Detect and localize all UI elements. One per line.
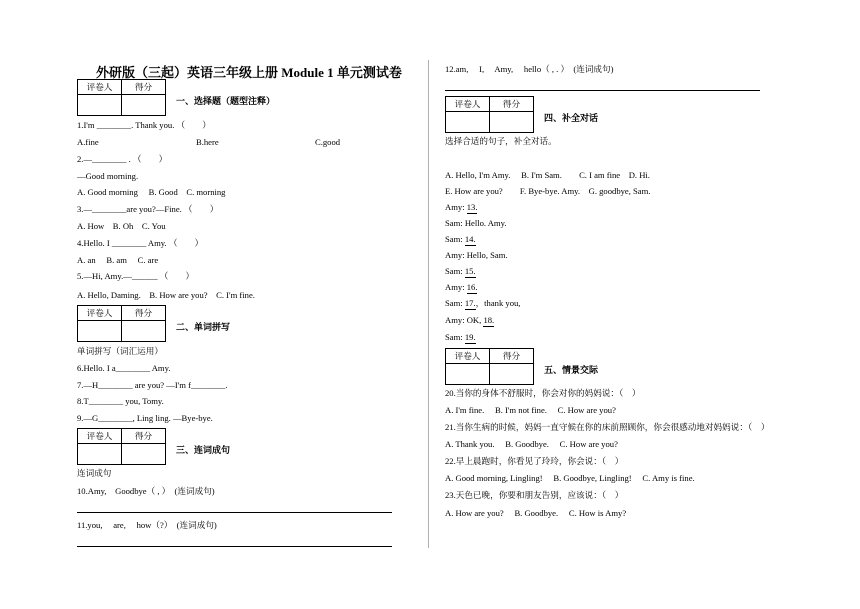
q5-options[interactable]: A. Hello, Daming. B. How are you? C. I'm fine.: [77, 290, 255, 300]
score-cell[interactable]: [490, 364, 534, 385]
section-heading-3: 三、连词成句: [176, 445, 231, 455]
question-11: 11.you, are, how（?） (连词成句): [77, 520, 217, 530]
section-4-instruction: 选择合适的句子，补全对话。: [445, 136, 557, 146]
grader-label: 评卷人: [78, 429, 122, 444]
section-heading-4: 四、补全对话: [544, 113, 599, 123]
score-label: 得分: [490, 97, 534, 112]
speaker: Sam:: [445, 234, 465, 244]
question-12: 12.am, I, Amy, hello（ , . ） (连词成句): [445, 64, 614, 74]
speaker: Amy: OK,: [445, 315, 484, 325]
question-9[interactable]: 9.—G________, Ling ling. —Bye-bye.: [77, 413, 213, 423]
blank-17[interactable]: 17.: [464, 298, 476, 308]
score-table-3: [77, 428, 166, 465]
question-23: 23.天色已晚，你要和朋友告别，应该说：（ ）: [445, 490, 624, 500]
question-2: 2.—________ . （ ）: [77, 154, 168, 164]
q22-options[interactable]: A. Good morning, Lingling! B. Goodbye, Lingling! C. Amy is fine.: [445, 473, 695, 483]
score-label: 得分: [122, 80, 166, 95]
blank-16[interactable]: 16.: [466, 282, 478, 292]
q20-options[interactable]: A. I'm fine. B. I'm not fine. C. How are you?: [445, 405, 616, 415]
blank-19[interactable]: 19.: [464, 332, 476, 342]
q3-options[interactable]: A. How B. Oh C. You: [77, 221, 166, 231]
score-table-5: [445, 348, 534, 385]
question-5: 5.—Hi, Amy.—______ （ ）: [77, 271, 195, 281]
question-1: 1.I'm ________. Thank you. （ ）: [77, 120, 211, 130]
score-label: 得分: [490, 349, 534, 364]
score-cell[interactable]: [122, 321, 166, 342]
blank-13[interactable]: 13.: [466, 202, 478, 212]
grader-label: 评卷人: [78, 80, 122, 95]
q2-options[interactable]: A. Good morning B. Good C. morning: [77, 187, 226, 197]
q11-answer-line[interactable]: [77, 546, 392, 547]
q4-options[interactable]: A. an B. am C. are: [77, 255, 159, 265]
section-heading-1: 一、选择题（题型注释）: [176, 96, 276, 106]
grader-cell[interactable]: [78, 321, 122, 342]
page-title: 外研版（三起）英语三年级上册 Module 1 单元测试卷: [96, 65, 402, 80]
section-2-instruction: 单词拼写（词汇运用）: [77, 346, 163, 356]
q23-options[interactable]: A. How are you? B. Goodbye. C. How is Amy?: [445, 508, 627, 518]
question-22: 22.早上晨跑时，你看见了玲玲，你会说：（ ）: [445, 456, 624, 466]
dialogue-line-7: [445, 298, 520, 310]
dialogue-options-line-1: A. Hello, I'm Amy. B. I'm Sam. C. I am fine D. Hi.: [445, 170, 650, 180]
speaker: Sam:: [445, 266, 465, 276]
score-table-2: [77, 305, 166, 342]
q10-answer-line[interactable]: [77, 512, 392, 513]
question-2-reply: —Good morning.: [77, 171, 139, 181]
blank-18[interactable]: 18.: [483, 315, 495, 325]
dialogue-line-1: [445, 202, 477, 214]
grader-label: 评卷人: [446, 97, 490, 112]
section-heading-2: 二、单词拼写: [176, 322, 231, 332]
dialogue-line-6: [445, 282, 477, 294]
dialogue-line-8: [445, 315, 494, 327]
q21-options[interactable]: A. Thank you. B. Goodbye. C. How are you?: [445, 439, 618, 449]
blank-14[interactable]: 14.: [464, 234, 476, 244]
section-3-instruction: 连词成句: [77, 468, 112, 478]
dialogue-line-9: [445, 332, 476, 344]
question-6[interactable]: 6.Hello. I a________ Amy.: [77, 363, 171, 373]
question-20: 20.当你的身体不舒服时，你会对你的妈妈说：（ ）: [445, 388, 641, 398]
dialogue-line-2: Sam: Hello. Amy.: [445, 218, 507, 228]
speaker: Amy:: [445, 202, 467, 212]
grader-cell[interactable]: [78, 95, 122, 116]
grader-label: 评卷人: [446, 349, 490, 364]
speaker: Sam:: [445, 332, 465, 342]
dialogue-line-3: [445, 234, 476, 246]
dialogue-tail: ，thank you,: [475, 298, 521, 308]
speaker: Amy:: [445, 282, 467, 292]
question-3: 3.—________are you?—Fine. （ ）: [77, 204, 219, 214]
grader-cell[interactable]: [78, 444, 122, 465]
speaker: Sam:: [445, 298, 465, 308]
blank-15[interactable]: 15.: [464, 266, 476, 276]
score-label: 得分: [122, 306, 166, 321]
score-cell[interactable]: [122, 444, 166, 465]
section-heading-5: 五、情景交际: [544, 365, 599, 375]
dialogue-line-4: Amy: Hello, Sam.: [445, 250, 508, 260]
grader-cell[interactable]: [446, 364, 490, 385]
q1-option-a[interactable]: A.fine: [77, 137, 99, 147]
score-table-4: [445, 96, 534, 133]
question-7[interactable]: 7.—H________ are you? —I'm f________.: [77, 380, 228, 390]
score-table-1: [77, 79, 166, 116]
question-8[interactable]: 8.T________ you, Tomy.: [77, 396, 164, 406]
column-divider: [428, 60, 429, 548]
question-21: 21.当你生病的时候，妈妈一直守候在你的床前照顾你，你会很感动地对妈妈说：（ ）: [445, 422, 770, 432]
question-4: 4.Hello. I ________ Amy. （ ）: [77, 238, 204, 248]
score-cell[interactable]: [122, 95, 166, 116]
dialogue-options-line-2: E. How are you? F. Bye-bye. Amy. G. goodbye, Sam.: [445, 186, 651, 196]
grader-cell[interactable]: [446, 112, 490, 133]
grader-label: 评卷人: [78, 306, 122, 321]
score-label: 得分: [122, 429, 166, 444]
question-10: 10.Amy, Goodbye（ , ） (连词成句): [77, 486, 215, 496]
dialogue-line-5: [445, 266, 476, 278]
score-cell[interactable]: [490, 112, 534, 133]
q1-option-b[interactable]: B.here: [196, 137, 219, 147]
q12-answer-line[interactable]: [445, 90, 760, 91]
q1-option-c[interactable]: C.good: [315, 137, 341, 147]
